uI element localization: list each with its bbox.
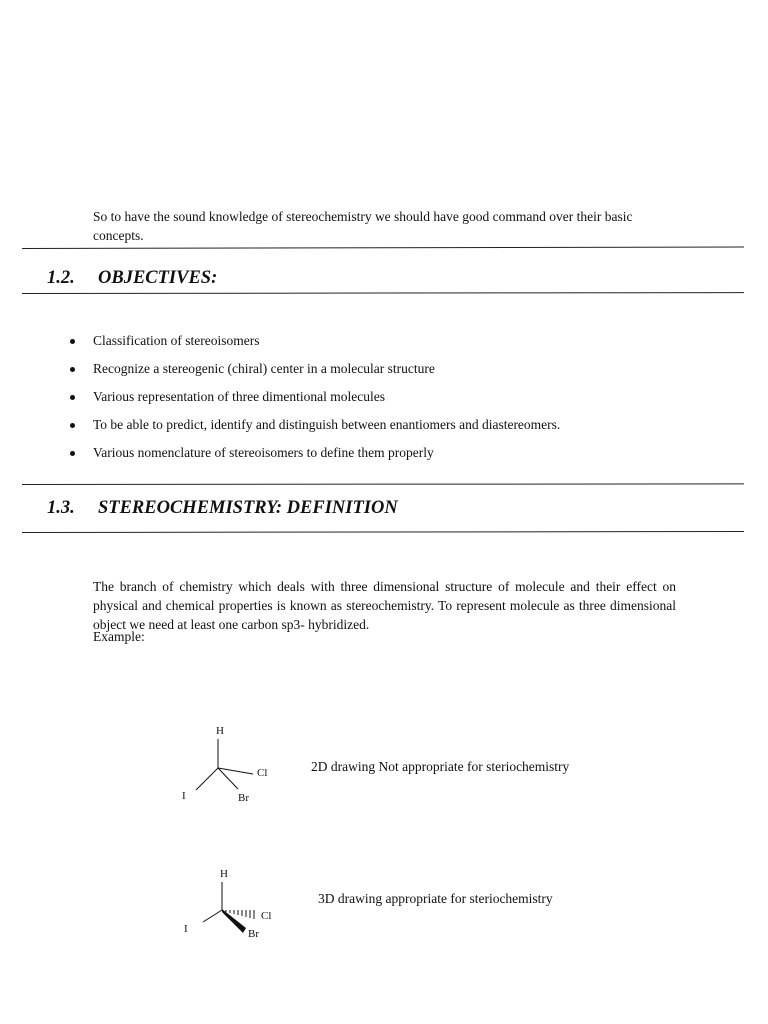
figure-caption-3d: 3D drawing appropriate for steriochemistry — [318, 891, 553, 906]
bullet-icon — [70, 339, 75, 344]
atom-label-top: H — [216, 725, 224, 737]
example-label: Example: — [93, 629, 145, 644]
bullet-icon — [70, 451, 75, 456]
molecule-3d-drawing — [170, 862, 290, 952]
section-rule-bottom — [22, 292, 744, 294]
list-item-text: Various nomenclature of stereoisomers to define them properly — [93, 445, 434, 460]
atom-label-right: Cl — [257, 767, 268, 779]
section-rule-bottom — [22, 531, 744, 533]
section-heading-objectives — [47, 266, 217, 290]
molecule-2d-bonds — [170, 722, 290, 812]
bullet-icon — [70, 395, 75, 400]
atom-label-bottom: Br — [248, 928, 259, 940]
bullet-icon — [70, 423, 75, 428]
definition-paragraph: The branch of chemistry which deals with three dimensional structure of molecule and their effect on physical and chemical properties is known as stereochemistry. To represent molecule as three dimensional object we need at least one carbon sp3- hybridized. — [93, 578, 676, 632]
molecule-2d-drawing — [170, 722, 290, 812]
atom-label-right: Cl — [261, 910, 272, 922]
atom-label-left: I — [182, 790, 186, 802]
bond-line — [196, 768, 218, 790]
list-item-text: Various representation of three dimentional molecules — [93, 389, 386, 404]
section-title: STEREOCHEMISTRY: DEFINITION — [98, 498, 398, 518]
intro-paragraph: So to have the sound knowledge of stereochemistry we should have good command over their basic concepts. — [93, 208, 633, 243]
section-number: 1.3. — [47, 498, 75, 518]
section-rule-top — [22, 483, 744, 485]
figure-caption-2d: 2D drawing Not appropriate for steriochemistry — [311, 759, 570, 774]
bond-line — [203, 910, 222, 922]
section-title: OBJECTIVES: — [98, 268, 218, 288]
molecule-3d-bonds — [170, 862, 290, 952]
section-number: 1.2. — [47, 268, 75, 288]
list-item-text: To be able to predict, identify and distinguish between enantiomers and diastereomers. — [93, 417, 561, 432]
section-heading-definition — [47, 496, 398, 520]
list-item-text: Classification of stereoisomers — [93, 333, 260, 348]
atom-label-top: H — [220, 868, 228, 880]
list-item-text: Recognize a stereogenic (chiral) center in a molecular structure — [93, 361, 435, 376]
bullet-icon — [70, 367, 75, 372]
atom-label-left: I — [184, 923, 188, 935]
atom-label-bottom: Br — [238, 792, 249, 804]
section-rule-top — [22, 246, 744, 249]
